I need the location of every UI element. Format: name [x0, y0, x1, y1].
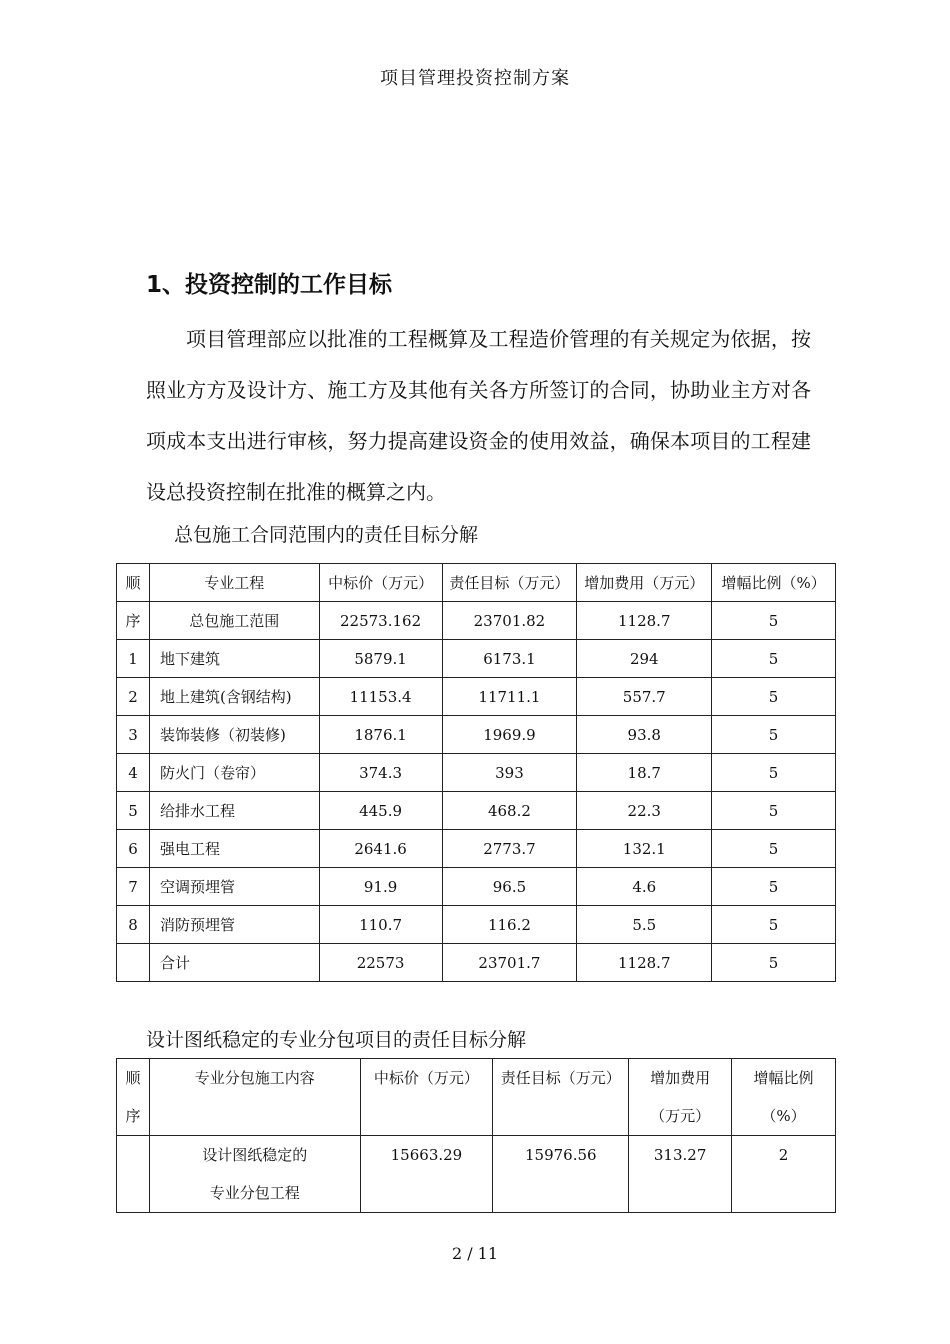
header-seq-top: 顺: [125, 1069, 141, 1087]
row-seq: 2: [117, 678, 150, 716]
row-increase: 557.7: [577, 678, 712, 716]
row-name: 地上建筑(含钢结构): [149, 678, 319, 716]
scope-target: 23701.82: [442, 602, 577, 640]
row-seq: 1: [117, 640, 150, 678]
row-seq: [117, 1136, 150, 1213]
row-seq: 7: [117, 868, 150, 906]
row-ratio: 5: [712, 792, 836, 830]
row-bid: 1876.1: [319, 716, 442, 754]
total-label: 合计: [149, 944, 319, 982]
header-increase-top: 增加费用: [650, 1069, 711, 1087]
table-row: [117, 868, 836, 906]
row-content: [149, 1136, 360, 1213]
row-ratio: 5: [712, 868, 836, 906]
row-ratio: 2: [732, 1136, 836, 1213]
total-bid: 22573: [319, 944, 442, 982]
row-increase: 294: [577, 640, 712, 678]
row-increase: 132.1: [577, 830, 712, 868]
row-target: 1969.9: [442, 716, 577, 754]
total-row: [117, 944, 836, 982]
row-bid: 15663.29: [360, 1136, 493, 1213]
table2-caption: 设计图纸稳定的专业分包项目的责任目标分解: [146, 1029, 527, 1051]
row-ratio: 5: [712, 754, 836, 792]
row-bid: 374.3: [319, 754, 442, 792]
subcontract-target-table: [116, 1058, 836, 1213]
row-name: 给排水工程: [149, 792, 319, 830]
row-bid: 2641.6: [319, 830, 442, 868]
row-ratio: 5: [712, 640, 836, 678]
header-content: 专业分包施工内容: [149, 1059, 360, 1136]
header-bid: 中标价（万元）: [360, 1059, 493, 1136]
table-row: [117, 792, 836, 830]
header-increase-bottom: （万元）: [650, 1107, 711, 1125]
header-seq: [117, 1059, 150, 1136]
row-target: 15976.56: [493, 1136, 629, 1213]
header-name: 专业工程: [149, 564, 319, 602]
page-number: 2 / 11: [451, 1244, 499, 1263]
row-target: 96.5: [442, 868, 577, 906]
table-row: [117, 1136, 836, 1213]
row-target: 393: [442, 754, 577, 792]
table1-caption: 总包施工合同范围内的责任目标分解: [174, 524, 479, 546]
row-target: 11711.1: [442, 678, 577, 716]
row-seq: 3: [117, 716, 150, 754]
total-increase: 1128.7: [577, 944, 712, 982]
header-target: 责任目标（万元）: [493, 1059, 629, 1136]
header-ratio: [732, 1059, 836, 1136]
table-row: [117, 678, 836, 716]
row-increase: 313.27: [629, 1136, 732, 1213]
scope-ratio: 5: [712, 602, 836, 640]
row-increase: 5.5: [577, 906, 712, 944]
row-seq: 6: [117, 830, 150, 868]
header-seq-bottom: 序: [125, 1107, 141, 1125]
scope-name: 总包施工范围: [149, 602, 319, 640]
header-target: 责任目标（万元）: [442, 564, 577, 602]
row-bid: 445.9: [319, 792, 442, 830]
row-target: 2773.7: [442, 830, 577, 868]
table-row: [117, 754, 836, 792]
table-row: [117, 640, 836, 678]
row-seq: 8: [117, 906, 150, 944]
row-increase: 22.3: [577, 792, 712, 830]
header-increase: 增加费用（万元）: [577, 564, 712, 602]
scope-bid: 22573.162: [319, 602, 442, 640]
row-ratio: 5: [712, 906, 836, 944]
row-increase: 4.6: [577, 868, 712, 906]
row-name: 装饰装修（初装修): [149, 716, 319, 754]
row-content-line1: 设计图纸稳定的: [202, 1146, 308, 1164]
row-name: 空调预埋管: [149, 868, 319, 906]
body-paragraph: 项目管理部应以批准的工程概算及工程造价管理的有关规定为依据，按照业方方及设计方、施工方及其他有关各方所签订的合同，协助业主方对各项成本支出进行审核，努力提高建设资金的使用效益，确保本项目的工程建设总投资控制在批准的概算之内。: [146, 327, 811, 504]
row-bid: 91.9: [319, 868, 442, 906]
scope-row: [117, 602, 836, 640]
header-seq-bottom: 序: [117, 602, 150, 640]
row-increase: 18.7: [577, 754, 712, 792]
header-bid: 中标价（万元）: [319, 564, 442, 602]
header-increase: [629, 1059, 732, 1136]
total-ratio: 5: [712, 944, 836, 982]
row-bid: 5879.1: [319, 640, 442, 678]
section-heading: 1、投资控制的工作目标: [146, 272, 393, 298]
table-header-row: [117, 564, 836, 602]
general-contract-target-table: [116, 563, 836, 982]
row-content-line2: 专业分包工程: [209, 1184, 300, 1202]
page-header-title: 项目管理投资控制方案: [380, 68, 570, 89]
scope-increase: 1128.7: [577, 602, 712, 640]
header-ratio: 增幅比例（%）: [712, 564, 836, 602]
row-name: 防火门（卷帘）: [149, 754, 319, 792]
header-ratio-bottom: （%）: [761, 1107, 806, 1125]
row-name: 强电工程: [149, 830, 319, 868]
row-seq: 5: [117, 792, 150, 830]
row-bid: 11153.4: [319, 678, 442, 716]
header-seq-top: 顺: [117, 564, 150, 602]
row-target: 468.2: [442, 792, 577, 830]
row-target: 116.2: [442, 906, 577, 944]
header-ratio-top: 增幅比例: [753, 1069, 814, 1087]
table-header-row: [117, 1059, 836, 1136]
row-name: 地下建筑: [149, 640, 319, 678]
table-row: [117, 830, 836, 868]
row-increase: 93.8: [577, 716, 712, 754]
row-target: 6173.1: [442, 640, 577, 678]
row-ratio: 5: [712, 678, 836, 716]
row-bid: 110.7: [319, 906, 442, 944]
total-seq: [117, 944, 150, 982]
row-ratio: 5: [712, 830, 836, 868]
row-ratio: 5: [712, 716, 836, 754]
table-row: [117, 716, 836, 754]
table-row: [117, 906, 836, 944]
row-name: 消防预埋管: [149, 906, 319, 944]
total-target: 23701.7: [442, 944, 577, 982]
row-seq: 4: [117, 754, 150, 792]
